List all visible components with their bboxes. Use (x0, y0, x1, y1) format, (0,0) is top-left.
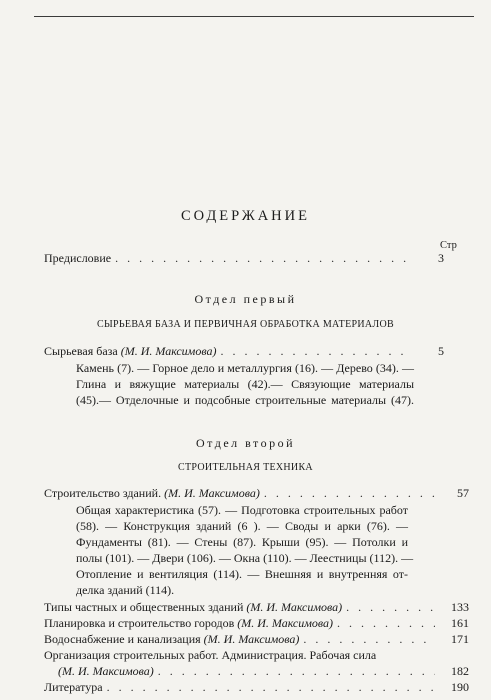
entry-author: (М. И. Максимова) (120, 344, 217, 358)
entry-page-number: 161 (451, 616, 469, 630)
dot-leader (220, 344, 410, 359)
toc-entry-building-types[interactable] (44, 600, 469, 616)
entry-label (44, 344, 216, 359)
entry-author: (М. И. Максимова) (164, 486, 260, 500)
top-rule (34, 16, 474, 17)
entry-label (44, 486, 260, 501)
toc-entry-building-construction[interactable] (44, 486, 469, 502)
entry-subtopics-line: делка зданий (114). (76, 583, 175, 597)
entry-label (44, 600, 342, 615)
entry-page-number: 171 (451, 632, 469, 646)
entry-subtopics-line: Фундаменты (81). — Стены (87). Крыши (95). — Потолки и (76, 535, 408, 549)
dot-leader (346, 600, 435, 615)
entry-subtopics-line: Глина и вяжущие материалы (42).— Связующие материалы (76, 377, 414, 391)
entry-author: (М. И. Максимова) (58, 664, 154, 678)
page-column-header: Стр (440, 240, 457, 251)
entry-page-number: 133 (451, 600, 469, 614)
entry-label: Литература (44, 680, 103, 694)
part2-heading: Отдел второй (195, 436, 296, 450)
entry-author: (М. И. Максимова) (246, 600, 343, 614)
entry-label: Предисловие (44, 251, 112, 265)
entry-author: (М. И. Максимова) (203, 632, 300, 646)
dot-leader (158, 664, 435, 679)
entry-title: Сырьевая база (44, 344, 118, 358)
entry-page-number: 3 (438, 251, 444, 265)
entry-label (44, 632, 299, 647)
entry-subtopics-line: (45).— Отделочные и подсобные строительные материалы (47). (76, 393, 414, 407)
dot-leader (337, 616, 435, 631)
entry-title: Типы частных и общественных зданий (44, 600, 244, 614)
entry-page-number: 182 (451, 664, 469, 678)
entry-page-number: 190 (451, 680, 469, 694)
entry-title: Строительство зданий. (44, 486, 162, 500)
toc-entry-water-supply[interactable] (44, 632, 469, 648)
entry-subtopics-line: Отопление и вентиляция (114). — Внешняя и внутренняя от- (76, 567, 408, 581)
contents-title: СОДЕРЖАНИЕ (181, 208, 310, 224)
entry-subtopics-line: (58). — Конструкция зданий (6 ). — Своды и арки (76). — (76, 519, 408, 533)
entry-subtopics-line: полы (101). — Двери (106). — Окна (110). — Леестницы (112). — (76, 551, 414, 565)
toc-entry-literature[interactable] (44, 680, 469, 696)
toc-entry-organization-title[interactable]: Организация строительных работ. Администрация. Рабочая сила (44, 648, 377, 662)
toc-entry-raw-materials[interactable] (44, 344, 444, 360)
dot-leader (264, 486, 435, 501)
entry-title: Планировка и строительство городов (44, 616, 235, 630)
entry-label (58, 664, 154, 679)
toc-entry-preface[interactable] (44, 251, 444, 267)
toc-entry-city-planning[interactable] (44, 616, 469, 632)
entry-subtopics-line: Камень (7). — Горное дело и металлургия (16). — Дерево (34). — (76, 361, 414, 375)
part1-heading: Отдел первый (194, 292, 297, 306)
part1-subheading: СЫРЬЕВАЯ БАЗА И ПЕРВИЧНАЯ ОБРАБОТКА МАТЕРИАЛОВ (97, 319, 394, 330)
entry-title: Водоснабжение и канализация (44, 632, 201, 646)
entry-subtopics-line: Общая характеристика (57). — Подготовка строительных работ (76, 503, 408, 517)
entry-author: (М. И. Максимова) (237, 616, 334, 630)
entry-page-number: 5 (438, 344, 444, 358)
part2-subheading: СТРОИТЕЛЬНАЯ ТЕХНИКА (178, 462, 313, 473)
dot-leader (303, 632, 435, 647)
entry-label (44, 616, 333, 631)
dot-leader (107, 680, 435, 695)
toc-entry-organization[interactable] (58, 664, 469, 680)
entry-page-number: 57 (457, 486, 469, 500)
dot-leader (115, 251, 410, 266)
